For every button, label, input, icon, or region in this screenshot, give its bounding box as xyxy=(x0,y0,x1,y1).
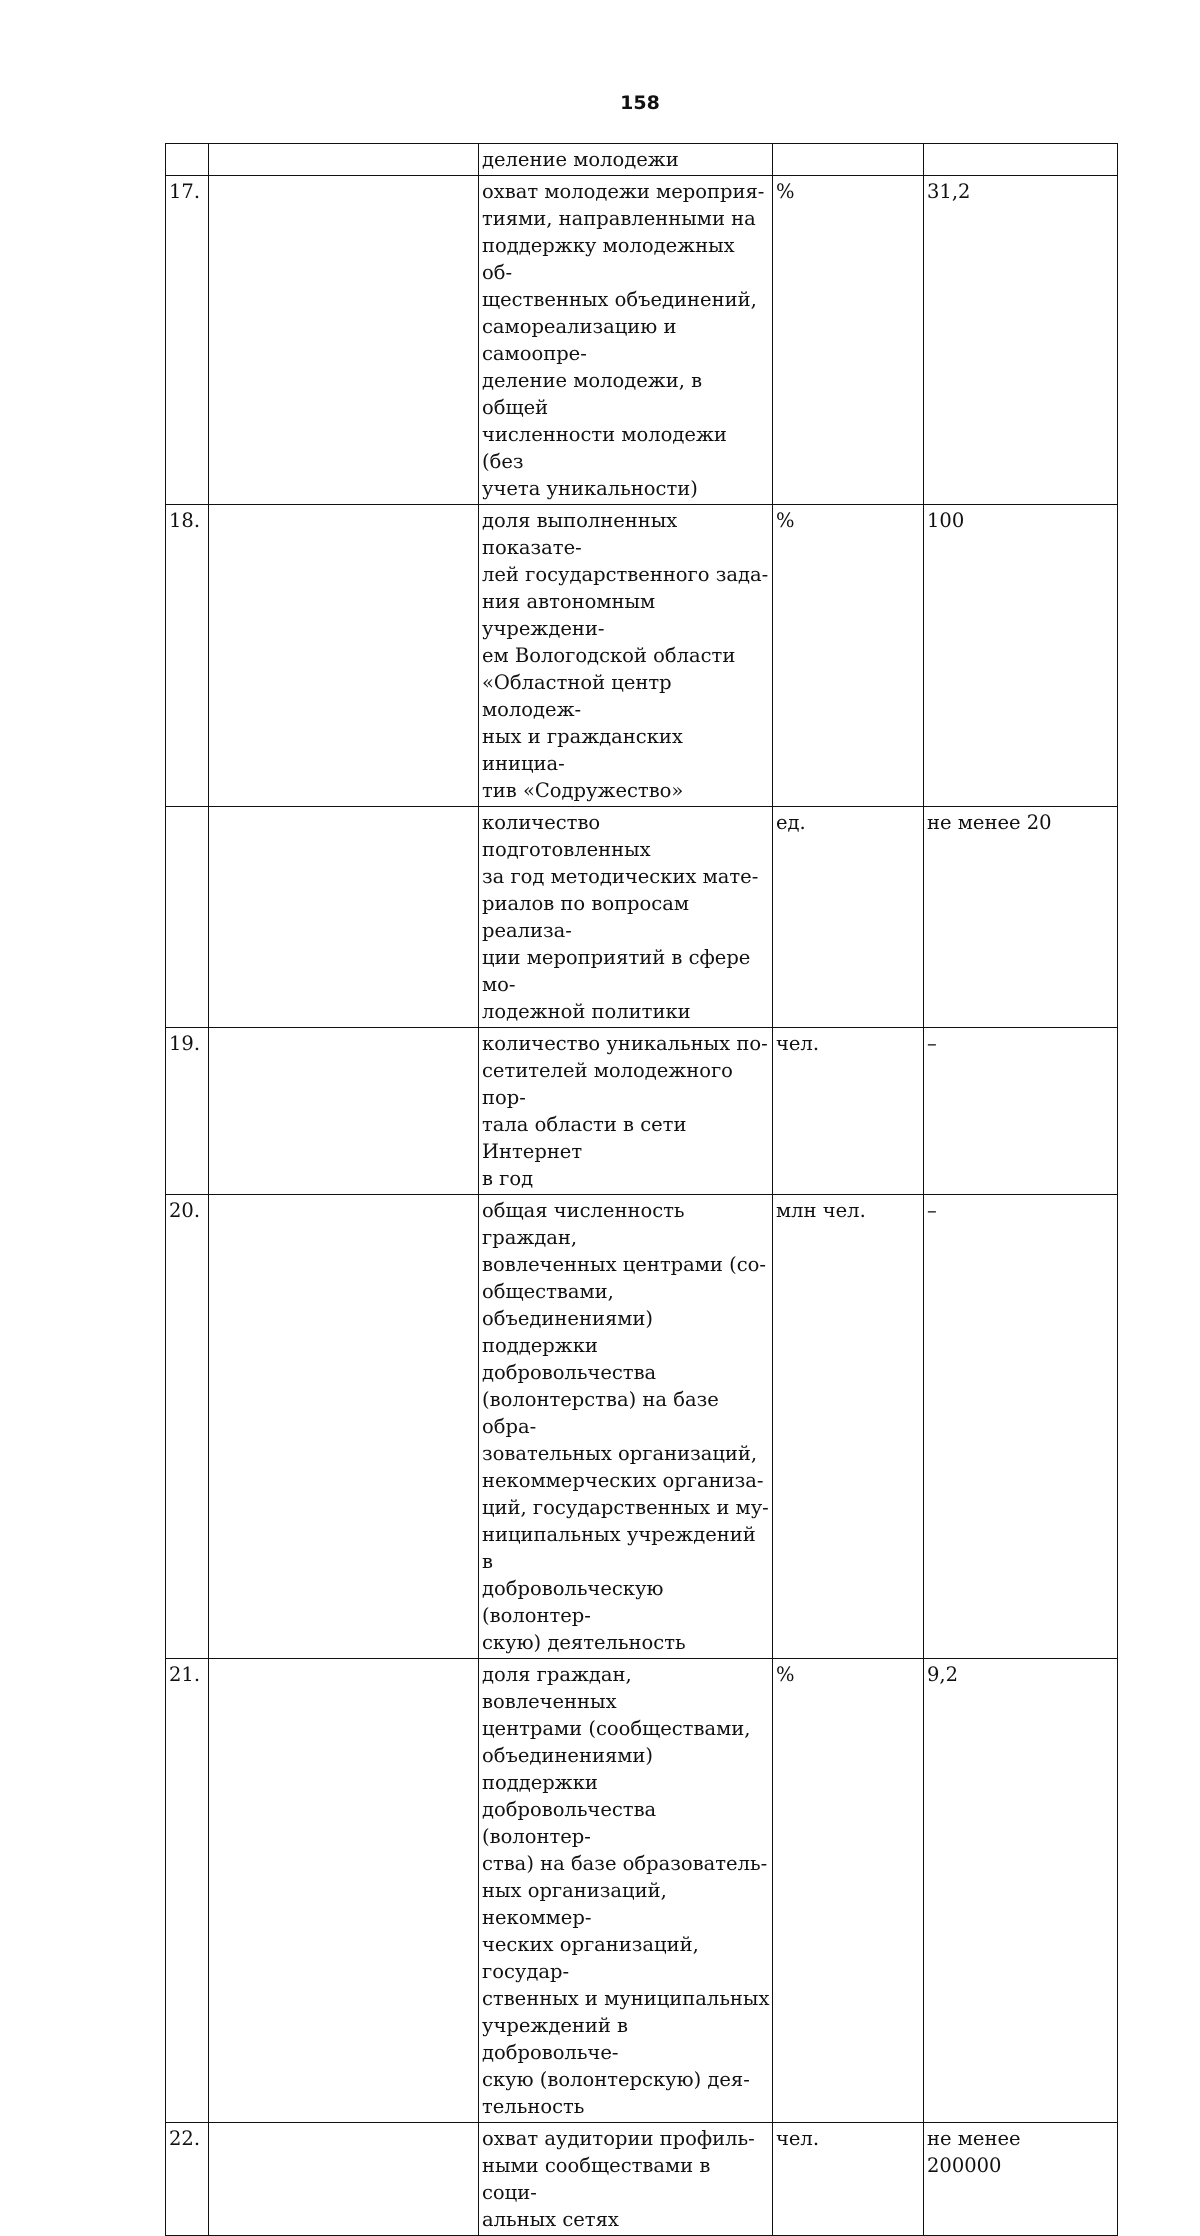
table-row xyxy=(166,505,1118,807)
unit-cell: ед. xyxy=(773,807,924,1028)
table-row xyxy=(166,176,1118,505)
indicator-name-cell: количество уникальных по- сетителей молодежного пор- тала области в сети Интернет в год xyxy=(479,1028,773,1195)
table-row xyxy=(166,1195,1118,1659)
unit-cell: чел. xyxy=(773,1028,924,1195)
indicator-name-cell: доля выполненных показате- лей государственного зада- ния автономным учреждени- ем Вологодской области «Областной центр молодеж- ных и гражданских инициа- тив «Содружество» xyxy=(479,505,773,807)
value-cell: 31,2 xyxy=(924,176,1118,505)
indicator-name-cell: охват молодежи мероприя- тиями, направленными на поддержку молодежных об- щественных объединений, самореализацию и самоопре- деление молодежи, в общей численности молодежи (без учета уникальности) xyxy=(479,176,773,505)
indicator-name-cell: деление молодежи xyxy=(479,144,773,176)
value-cell: – xyxy=(924,1028,1118,1195)
row-number-cell: 18. xyxy=(166,505,209,807)
value-cell: 100 xyxy=(924,505,1118,807)
empty-cell xyxy=(209,505,479,807)
empty-cell xyxy=(209,2123,479,2236)
indicators-table xyxy=(165,143,1118,2236)
value-cell: не менее 20 xyxy=(924,807,1118,1028)
table-row xyxy=(166,807,1118,1028)
unit-cell: млн чел. xyxy=(773,1195,924,1659)
row-number-cell: 20. xyxy=(166,1195,209,1659)
row-number-cell xyxy=(166,807,209,1028)
row-number-cell: 17. xyxy=(166,176,209,505)
indicator-name-cell: общая численность граждан, вовлеченных центрами (со- обществами, объединениями) поддержки добровольчества (волонтерства) на базе обра- зовательных организаций, некоммерческих организа- ций, государственных и му- ниципальных учреждений в добровольческую (волонтер- скую) деятельность xyxy=(479,1195,773,1659)
row-number-cell: 21. xyxy=(166,1659,209,2123)
table-row xyxy=(166,1028,1118,1195)
value-cell: 9,2 xyxy=(924,1659,1118,2123)
empty-cell xyxy=(209,1195,479,1659)
empty-cell xyxy=(209,176,479,505)
value-cell: не менее 200000 xyxy=(924,2123,1118,2236)
row-number-cell: 19. xyxy=(166,1028,209,1195)
empty-cell xyxy=(209,144,479,176)
unit-cell xyxy=(773,144,924,176)
table-row xyxy=(166,2123,1118,2236)
unit-cell: % xyxy=(773,176,924,505)
row-number-cell: 22. xyxy=(166,2123,209,2236)
page-number: 158 xyxy=(620,92,660,114)
table-row xyxy=(166,144,1118,176)
indicator-name-cell: количество подготовленных за год методических мате- риалов по вопросам реализа- ции мероприятий в сфере мо- лодежной политики xyxy=(479,807,773,1028)
unit-cell: % xyxy=(773,1659,924,2123)
table-row xyxy=(166,1659,1118,2123)
indicator-name-cell: доля граждан, вовлеченных центрами (сообществами, объединениями) поддержки добровольчества (волонтер- ства) на базе образователь- ных организаций, некоммер- ческих организаций, государ- ственных и муниципальных учреждений в добровольче- скую (волонтерскую) дея- тельность xyxy=(479,1659,773,2123)
empty-cell xyxy=(209,807,479,1028)
unit-cell: % xyxy=(773,505,924,807)
row-number-cell xyxy=(166,144,209,176)
empty-cell xyxy=(209,1028,479,1195)
indicator-name-cell: охват аудитории профиль- ными сообществами в соци- альных сетях xyxy=(479,2123,773,2236)
unit-cell: чел. xyxy=(773,2123,924,2236)
empty-cell xyxy=(209,1659,479,2123)
value-cell: – xyxy=(924,1195,1118,1659)
value-cell xyxy=(924,144,1118,176)
